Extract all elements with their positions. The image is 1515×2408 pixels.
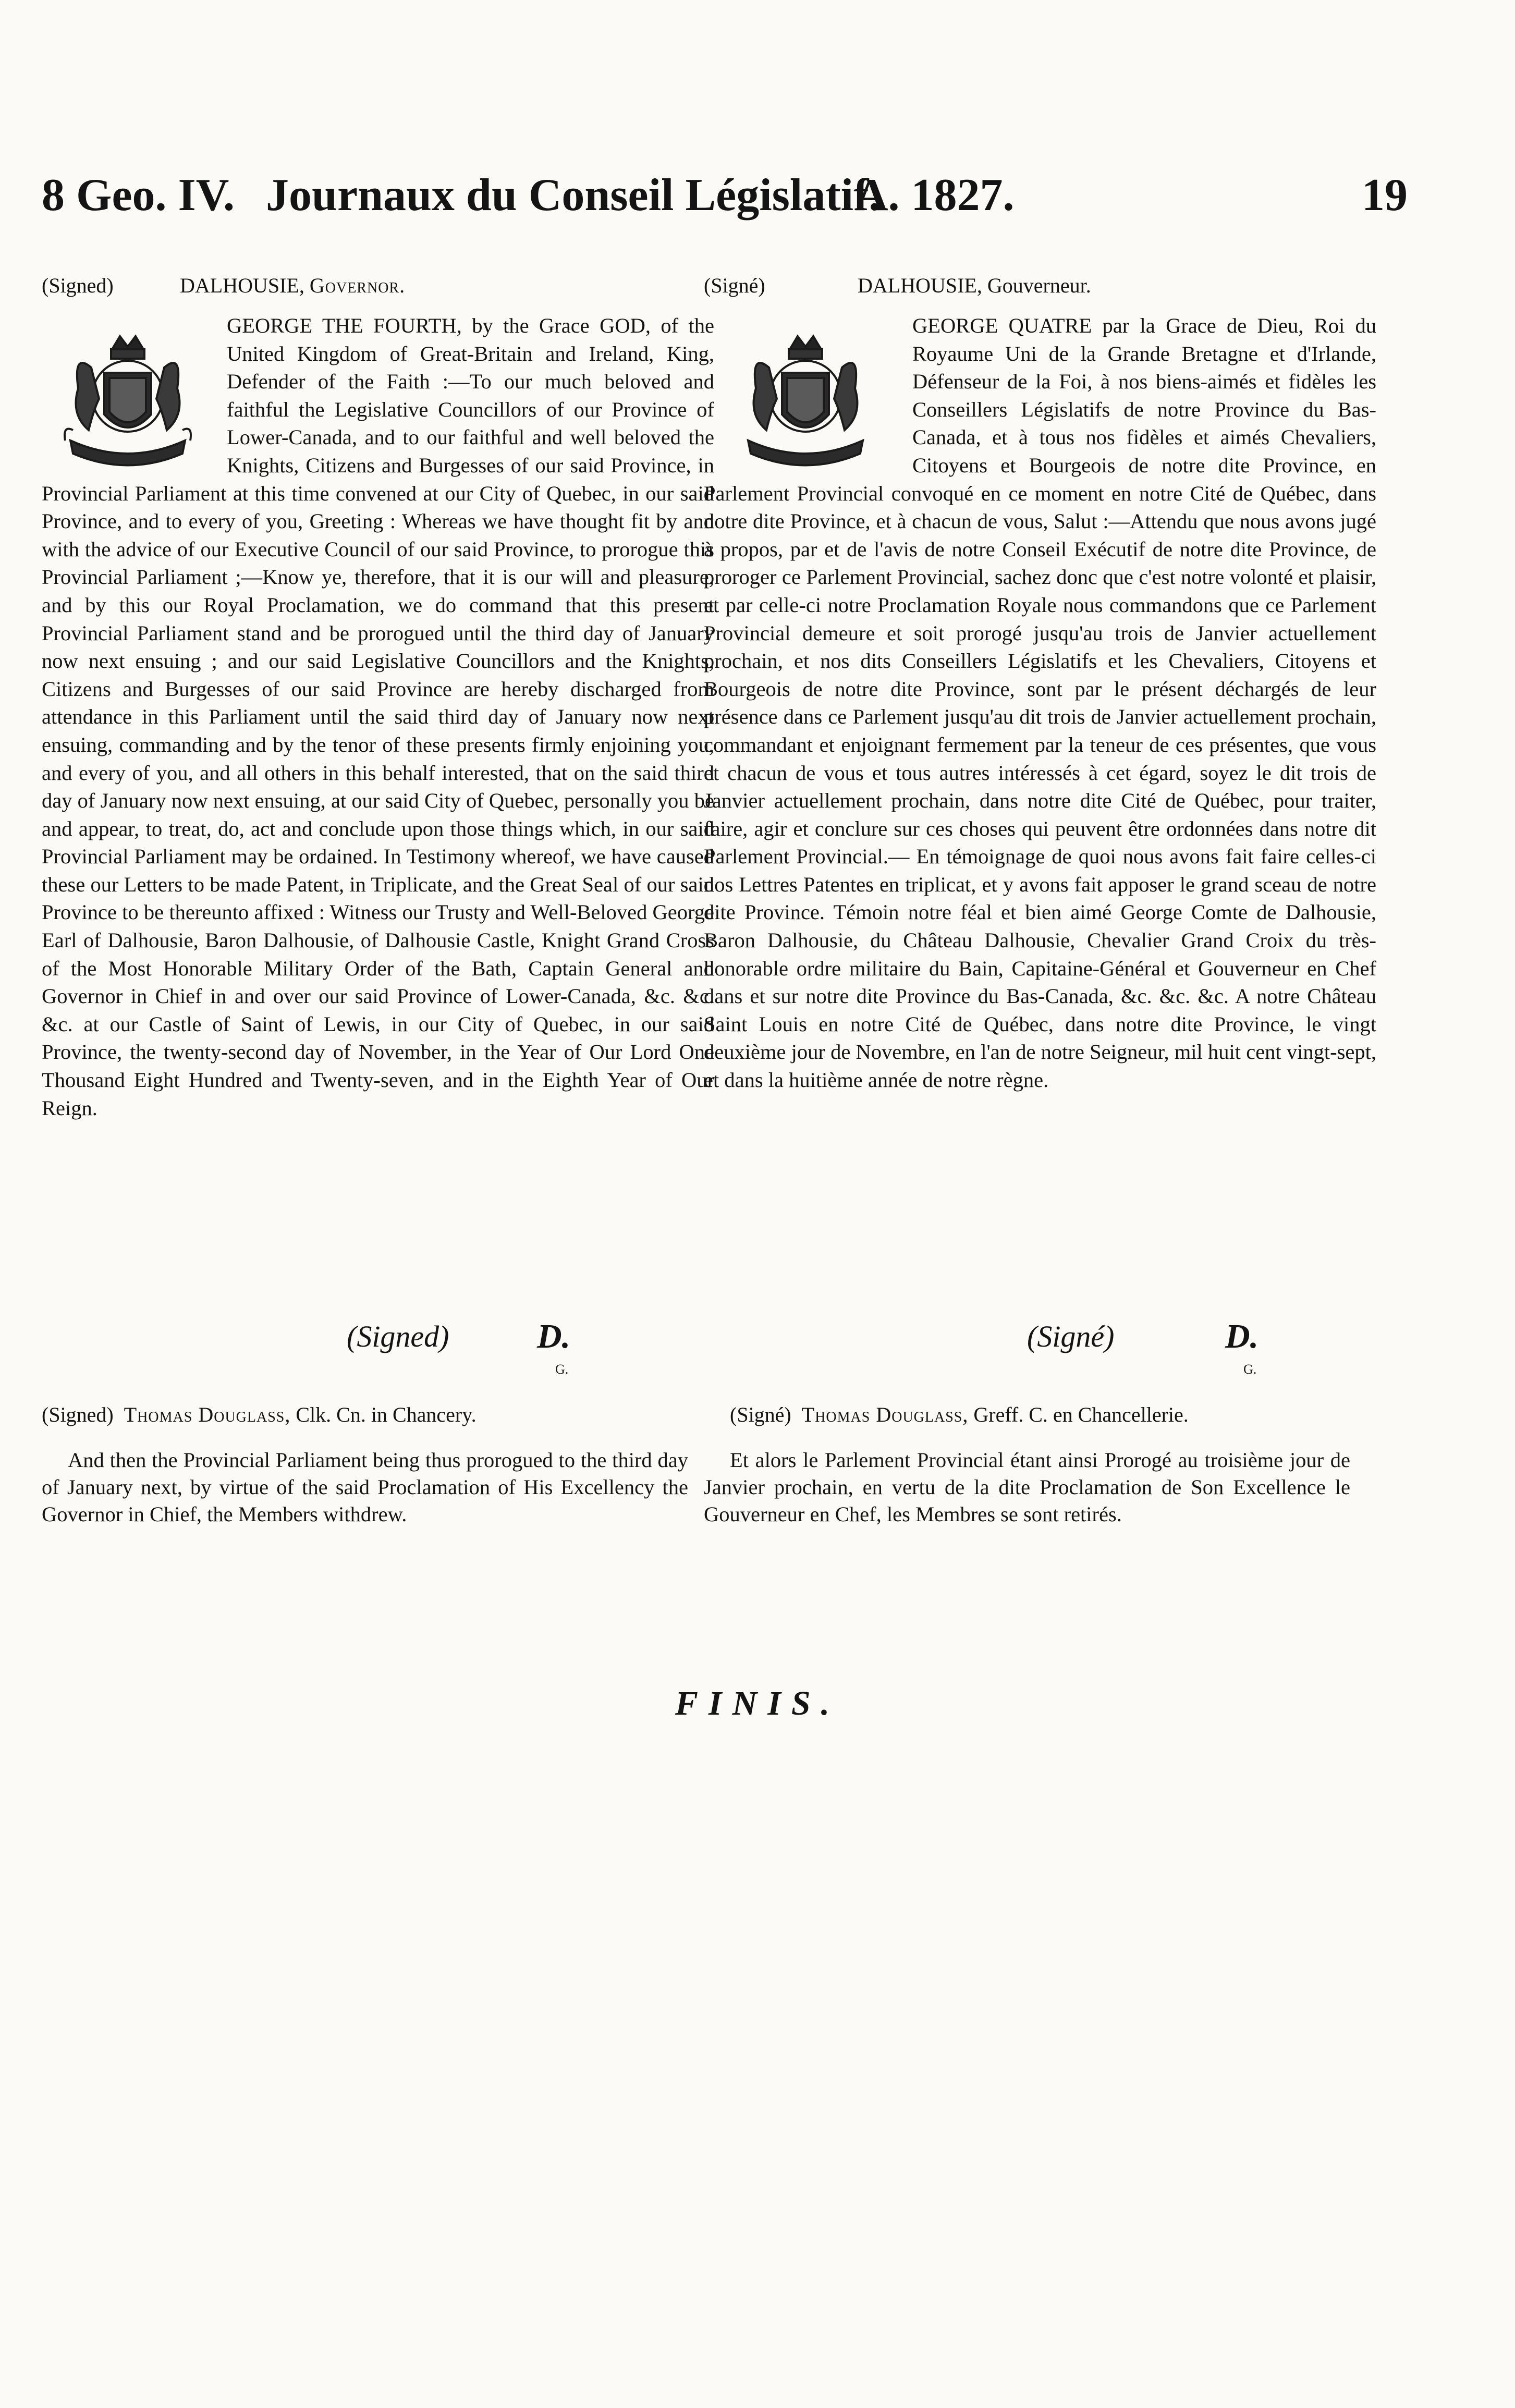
signe-initial: D. bbox=[1225, 1317, 1259, 1355]
french-closing-paragraph: Et alors le Parlement Provincial étant ainsi Prorogé au troisième jour de Janvier prochain, en vertu de la dite Proclamation de Son Excellence le Gouverneur en Chef, les Membres se sont retirés. bbox=[704, 1448, 1350, 1526]
clerk-title: Clk. Cn. in Chancery. bbox=[296, 1403, 477, 1426]
english-clerk-line: (Signed) Thomas Douglass, Clk. Cn. in Chancery. bbox=[42, 1403, 477, 1426]
signatory-title: Governor. bbox=[309, 274, 406, 297]
header-year: A. 1827. bbox=[855, 170, 1015, 221]
english-closing-paragraph: And then the Provincial Parliament being thus prorogued to the third day of January next, by virtue of the said Proclamation of His Excellency the Governor in Chief, the Members withdrew. bbox=[42, 1448, 688, 1526]
english-column bbox=[42, 271, 714, 1122]
signe-sub-initial: G. bbox=[1243, 1362, 1257, 1377]
running-header bbox=[42, 164, 1408, 227]
french-column bbox=[704, 271, 1376, 1094]
signed-key: (Signed) bbox=[42, 274, 114, 297]
english-signed-block bbox=[42, 1319, 714, 1376]
signed-label: (Signed) bbox=[347, 1319, 449, 1353]
royal-coat-of-arms-icon bbox=[42, 310, 214, 472]
french-signed-block bbox=[704, 1319, 1376, 1376]
regnal-year: 8 Geo. IV. bbox=[42, 170, 235, 221]
finis-mark: FINIS. bbox=[675, 1684, 840, 1722]
gouverneur-signature-line bbox=[704, 271, 1376, 302]
signatory-title-fr: Gouverneur. bbox=[987, 274, 1091, 297]
signatory-name-fr: DALHOUSIE, bbox=[858, 274, 982, 297]
journal-title: Journaux du Conseil Législatif. bbox=[266, 170, 881, 221]
clerk-title-fr: Greff. C. en Chancellerie. bbox=[973, 1403, 1189, 1426]
clerk-name: Thomas Douglass, bbox=[124, 1403, 291, 1426]
signed-sub-initial: G. bbox=[555, 1362, 569, 1377]
signe-key: (Signé) bbox=[704, 274, 765, 297]
governor-signature-line bbox=[42, 271, 714, 302]
french-proclamation: GEORGE QUATRE par la Grace de Dieu, Roi du Royaume Uni de la Grande Bretagne et d'Irlande, Défenseur de la Foi, à nos biens-aimés et fidèles les Conseillers Législatifs de notre Province du Bas-Canada, et à tous nos fidèles et aimés Chevaliers, Citoyens et Bourgeois de notre dite Province, en Parlement Provincial convoqué en ce moment en notre Cité de Québec, dans notre dite Province, et à chacun de vous, Salut :—Attendu que nous avons jugé à propos, par et de l'avis de notre Conseil Exécutif de notre dite Province, de proroger ce Parlement Provincial, sachez donc que c'est notre volonté et plaisir, et par celle-ci notre Proclamation Royale nous commandons que ce Parlement Provincial demeure et soit prorogé jusqu'au trois de Janvier actuellement prochain, et nos dits Conseillers Législatifs et les Chevaliers, Citoyens et Bourgeois de notre dite Province, sont par le présent déchargés de leur présence dans ce Parlement jusqu'au dit trois de Janvier actuellement prochain, commandant et enjoignant fermement par la teneur de ces présentes, que vous et chacun de vous et tous autres intéressés à cet égard, soyez le dit trois de Janvier actuellement prochain, dans notre dite Cité de Québec, pour traiter, faire, agir et conclure sur ces choses qui peuvent être ordonnées dans notre dit Parlement Provincial.— En témoignage de quoi nous avons fait faire celles-ci nos Lettres Patentes en triplicat, et y avons fait apposer le grand sceau de notre dite Province. Témoin notre féal et bien aimé George Comte de Dalhousie, Baron Dalhousie, du Château Dalhousie, Chevalier Grand Croix du très-honorable ordre militaire du Bain, Capitaine-Général et Gouverneur en Chef dans et sur notre dite Province du Bas-Canada, &c. &c. &c. A notre Château Saint Louis en notre Cité de Québec, dans notre dite Province, le vingt deuxième jour de Novembre, en l'an de notre Seigneur, mil huit cent vingt-sept, et dans la huitième année de notre règne. bbox=[704, 314, 1376, 1092]
french-clerk-line: (Signé) Thomas Douglass, Greff. C. en Chancellerie. bbox=[730, 1403, 1189, 1426]
english-proclamation: GEORGE THE FOURTH, by the Grace GOD, of the United Kingdom of Great-Britain and Ireland, King, Defender of the Faith :—To our much beloved and faithful the Legislative Councillors of our Province of Lower-Canada, and to our faithful and well beloved the Knights, Citizens and Burgesses of our said Province, in Provincial Parliament at this time convened at our City of Quebec, in our said Province, and to every of you, Greeting : Whereas we have thought fit by and with the advice of our Executive Council of our said Province, to prorogue this Provincial Parliament ;—Know ye, therefore, that it is our will and pleasure, and by this our Royal Proclamation, we do command that this present Provincial Parliament stand and be prorogued until the third day of January now next ensuing ; and our said Legislative Councillors and the Knights, Citizens and Burgesses of our said Province are hereby discharged from attendance in this Parliament until the said third day of January now next ensuing, commanding and by the tenor of these presents firmly enjoining you, and every of you, and all others in this behalf interested, that on the said third day of January now next ensuing, at our said City of Quebec, personally you be and appear, to treat, do, act and conclude upon those things which, in our said Provincial Parliament may be ordained. In Testimony whereof, we have caused these our Letters to be made Patent, in Triplicate, and the Great Seal of our said Province to be thereunto affixed : Witness our Trusty and Well-Beloved George Earl of Dalhousie, Baron Dalhousie, of Dalhousie Castle, Knight Grand Cross of the Most Honorable Military Order of the Bath, Captain General and Governor in Chief in and over our said Province of Lower-Canada, &c. &c. &c. at our Castle of Saint of Lewis, in our City of Quebec, in our said Province, the twenty-second day of November, in the Year of Our Lord One Thousand Eight Hundred and Twenty-seven, and in the Eighth Year of Our Reign. bbox=[42, 314, 714, 1120]
signed-initial: D. bbox=[537, 1317, 571, 1355]
signatory-name: DALHOUSIE, bbox=[180, 274, 304, 297]
page-number: 19 bbox=[1362, 170, 1408, 221]
clerk-name-fr: Thomas Douglass, bbox=[801, 1403, 969, 1426]
signe-label: (Signé) bbox=[1027, 1319, 1115, 1353]
royal-coat-of-arms-icon bbox=[719, 310, 891, 472]
